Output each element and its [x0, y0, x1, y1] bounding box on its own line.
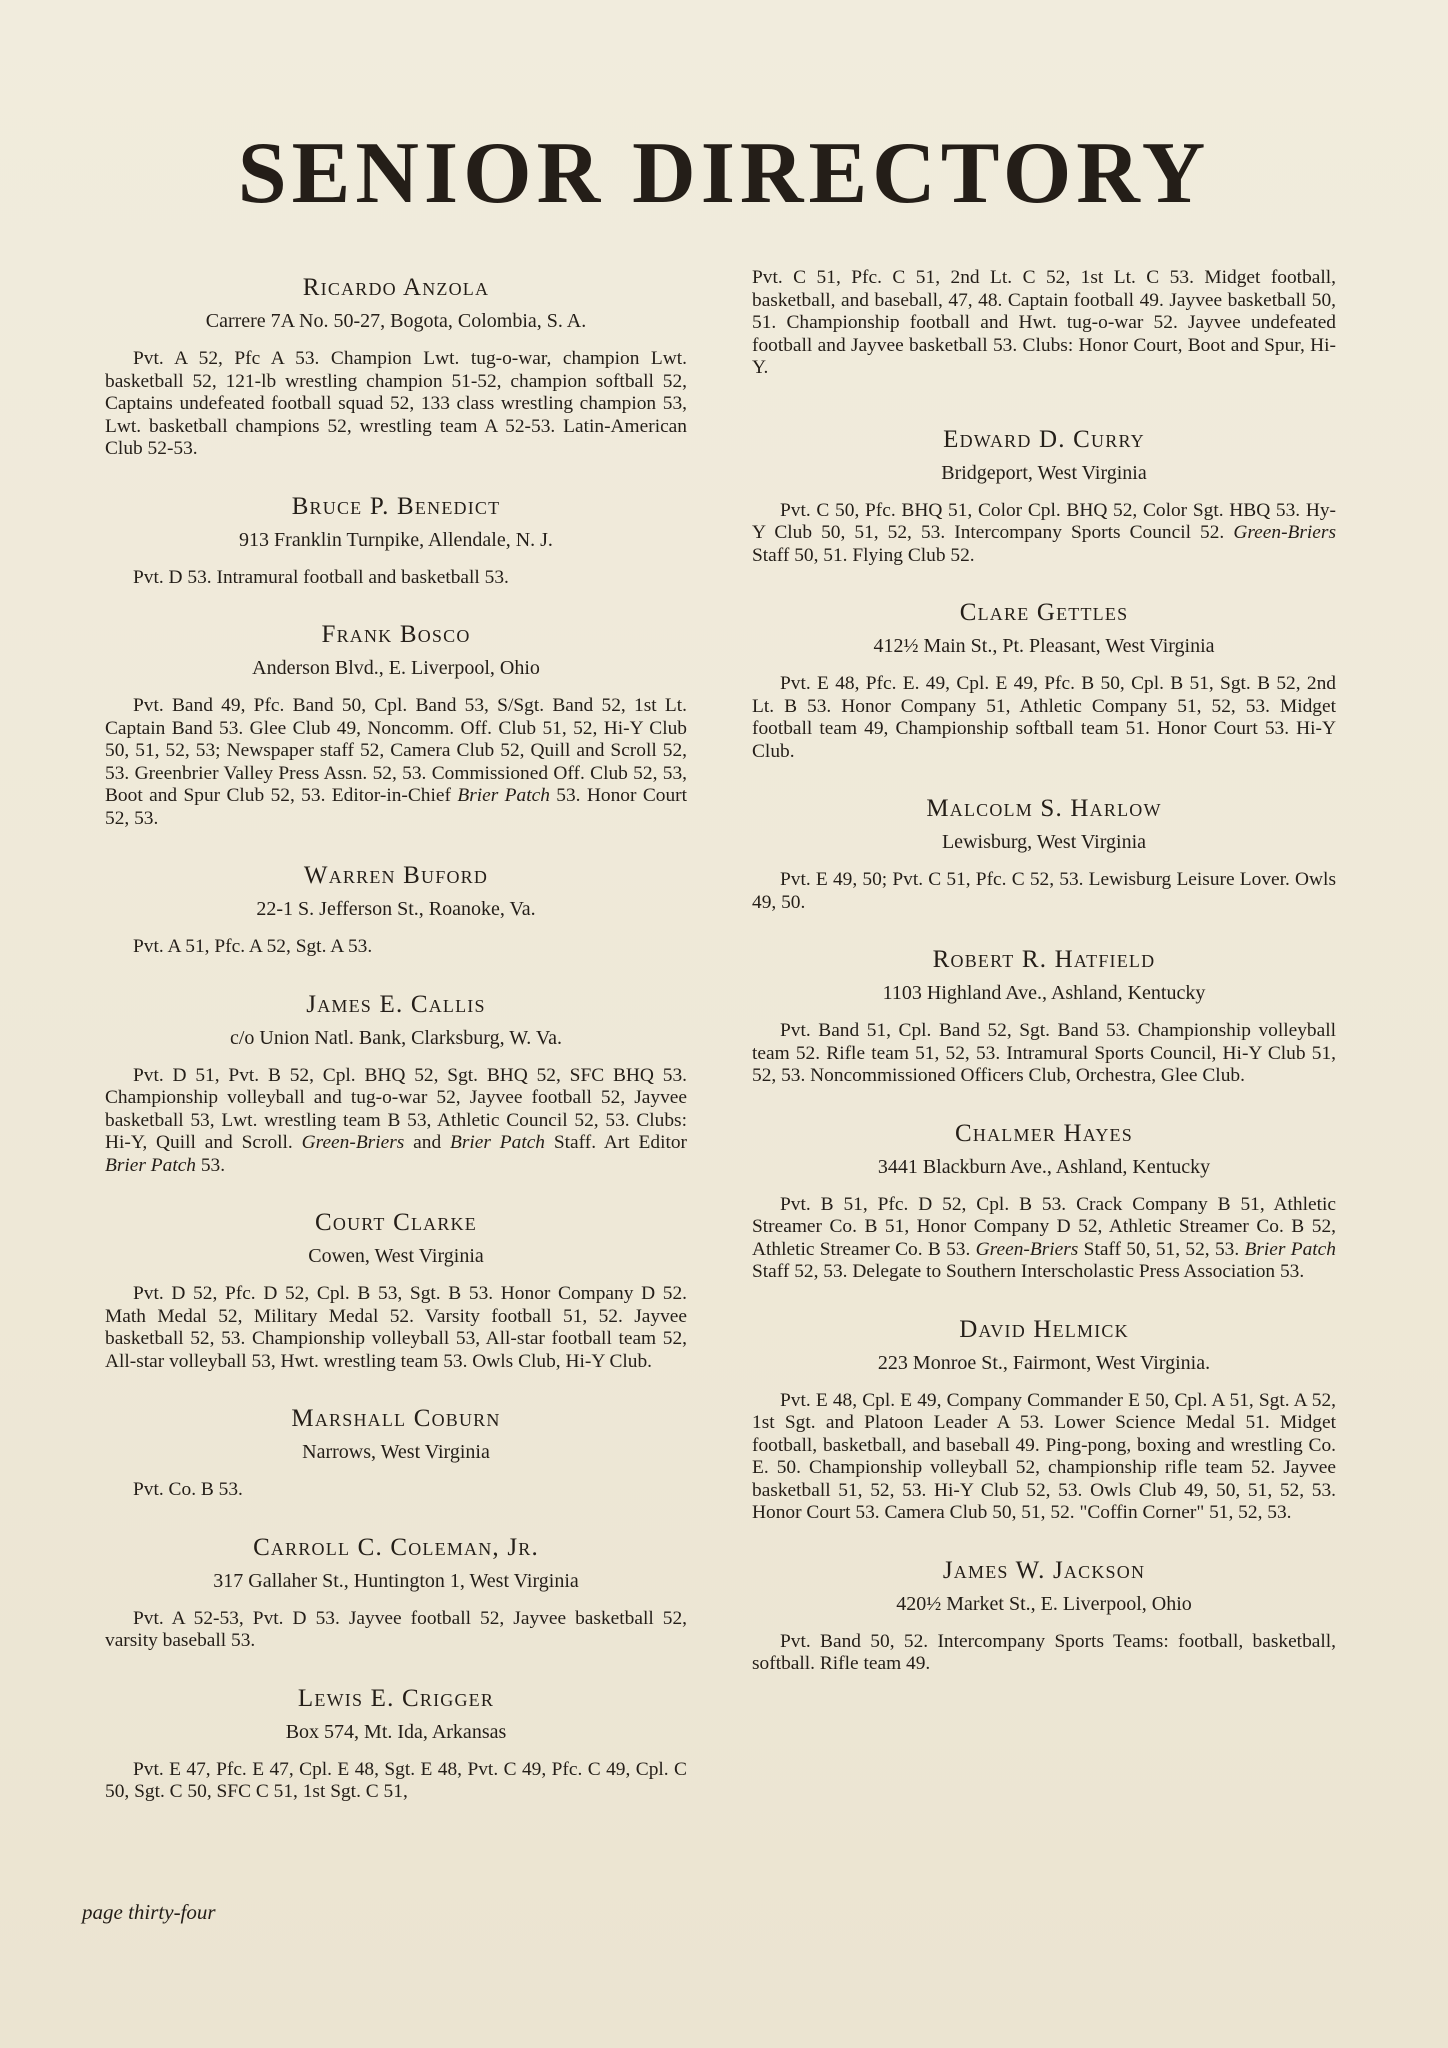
entry-activities: Pvt. E 49, 50; Pvt. C 51, Pfc. C 52, 53. Lewisburg Leisure Lover. Owls 49, 50. — [752, 869, 1336, 913]
entry-name: James E. Callis — [306, 990, 486, 1018]
entry-address: c/o Union Natl. Bank, Clarksburg, W. Va. — [229, 1026, 563, 1049]
entry-address: Lewisburg, West Virginia — [941, 831, 1147, 853]
page-number: page thirty-four — [82, 1900, 216, 1924]
entry-address: Bridgeport, West Virginia — [941, 461, 1147, 484]
directory-entry — [752, 1555, 1336, 1676]
entry-name: David Helmick — [959, 1315, 1129, 1343]
entry-name: Frank Bosco — [321, 621, 471, 648]
directory-entry — [105, 1403, 687, 1502]
entry-address: Anderson Blvd., E. Liverpool, Ohio — [252, 657, 540, 679]
directory-entry — [105, 491, 687, 590]
entry-address: 420½ Market St., E. Liverpool, Ohio — [896, 1592, 1192, 1615]
entry-address: 317 Gallaher St., Huntington 1, West Virginia — [213, 1569, 579, 1592]
directory-entry — [105, 272, 687, 461]
continued-entry — [752, 267, 1336, 380]
entry-name: Malcolm S. Harlow — [926, 795, 1162, 822]
entry-address: 913 Franklin Turnpike, Allendale, N. J. — [239, 528, 553, 551]
entry-name: Clare Gettles — [959, 599, 1129, 626]
entry-activities: Pvt. D 51, Pvt. B 52, Cpl. BHQ 52, Sgt. BHQ 52, SFC BHQ 53. Championship volleyball and tug-o-war 52, Jayvee football 52, Jayvee basketball 53, Lwt. wrestling team B 53, Athletic Council 52, 53. Clubs: Hi-Y, Quill and Scroll. Green-Briers and Brier Patch Staff. Art Editor Brier Patch 53. — [105, 1064, 687, 1176]
directory-entry — [752, 424, 1336, 568]
entry-activities: Pvt. B 51, Pfc. D 52, Cpl. B 53. Crack Company B 51, Athletic Streamer Co. B 51, Honor Company D 52, Athletic Streamer Co. B 52, Athletic Streamer Co. B 53. Green-Briers Staff 50, 51, 52, 53. Brier Patch Staff 52, 53. Delegate to Southern Interscholastic Press Association 53. — [752, 1193, 1336, 1282]
entry-activities: Pvt. Band 51, Cpl. Band 52, Sgt. Band 53. Championship volleyball team 52. Rifle team 51, 52, 53. Intramural Sports Council, Hi-Y Club 51, 52, 53. Noncommissioned Officers Club, Orchestra, Glee Club. — [752, 1020, 1336, 1086]
entry-name: Lewis E. Crigger — [297, 1684, 495, 1712]
entry-address: 412½ Main St., Pt. Pleasant, West Virginia — [873, 635, 1215, 657]
entry-activities: Pvt. Band 50, 52. Intercompany Sports Teams: football, basketball, softball. Rifle team 49. — [752, 1630, 1336, 1674]
directory-entry — [752, 1118, 1336, 1284]
entry-address: 22-1 S. Jefferson St., Roanoke, Va. — [256, 898, 536, 920]
entry-activities: Pvt. A 51, Pfc. A 52, Sgt. A 53. — [133, 936, 373, 957]
entry-activities: Pvt. E 48, Pfc. E. 49, Cpl. E 49, Pfc. B 50, Cpl. B 51, Sgt. B 52, 2nd Lt. B 53. Honor Company 51, Athletic Company 51, 52, 53. Midget football team 49, Championship softball team 51. Honor Court 53. Hi-Y Club. — [752, 673, 1336, 762]
entry-address: Carrere 7A No. 50-27, Bogota, Colombia, S. A. — [205, 310, 587, 332]
entry-activities: Pvt. D 53. Intramural football and basketball 53. — [133, 566, 509, 588]
directory-entry — [105, 860, 687, 959]
entry-name: Marshall Coburn — [291, 1405, 501, 1432]
entry-address: Box 574, Mt. Ida, Arkansas — [285, 1720, 507, 1743]
left-column — [105, 272, 687, 1834]
directory-entry — [752, 597, 1336, 763]
right-column — [752, 267, 1336, 1706]
entry-name: Chalmer Hayes — [955, 1119, 1133, 1147]
entry-name: Warren Buford — [303, 862, 489, 889]
entry-activities: Pvt. A 52, Pfc A 53. Champion Lwt. tug-o-war, champion Lwt. basketball 52, 121-lb wrestling champion 51-52, champion softball 52, Captains undefeated football squad 52, 133 class wrestling champion 53, Lwt. basketball champions 52, wrestling team A 52-53. Latin-American Club 52-53. — [105, 348, 687, 459]
directory-entry — [752, 944, 1336, 1088]
directory-entry — [752, 793, 1336, 914]
entry-name: Carroll C. Coleman, Jr. — [253, 1533, 539, 1561]
directory-entry — [105, 619, 687, 830]
entry-activities-continued: Pvt. C 51, Pfc. C 51, 2nd Lt. C 52, 1st Lt. C 53. Midget football, basketball, and baseball, 47, 48. Captain football 49. Jayvee basketball 50, 51. Championship football and Hwt. tug-o-war 52. Jayvee undefeated football and Jayvee basketball 53. Clubs: Honor Court, Boot and Spur, Hi-Y. — [752, 267, 1336, 378]
entry-activities: Pvt. Band 49, Pfc. Band 50, Cpl. Band 53, S/Sgt. Band 52, 1st Lt. Captain Band 53. Glee Club 49, Noncomm. Off. Club 51, 52, Hi-Y Club 50, 51, 52, 53; Newspaper staff 52, Camera Club 52, Quill and Scroll 52, 53. Greenbrier Valley Press Assn. 52, 53. Commissioned Off. Club 52, 53, Boot and Spur Club 52, 53. Editor-in-Chief Brier Patch 53. Honor Court 52, 53. — [105, 695, 687, 829]
entry-name: James W. Jackson — [942, 1556, 1146, 1584]
entry-activities: Pvt. D 52, Pfc. D 52, Cpl. B 53, Sgt. B 53. Honor Company D 52. Math Medal 52, Military Medal 52. Varsity football 51, 52. Jayvee basketball 52, 53. Championship volleyball 53, All-star football team 52, All-star volleyball 53, Hwt. wrestling team 53. Owls Club, Hi-Y Club. — [105, 1283, 687, 1372]
entry-activities: Pvt. C 50, Pfc. BHQ 51, Color Cpl. BHQ 52, Color Sgt. HBQ 53. Hy-Y Club 50, 51, 52, 53. Intercompany Sports Council 52. Green-Briers Staff 50, 51. Flying Club 52. — [752, 499, 1336, 566]
entry-address: Narrows, West Virginia — [302, 1441, 490, 1463]
entry-address: 223 Monroe St., Fairmont, West Virginia. — [877, 1351, 1211, 1374]
entry-activities: Pvt. Co. B 53. — [133, 1479, 243, 1500]
entry-activities: Pvt. E 47, Pfc. E 47, Cpl. E 48, Sgt. E 48, Pvt. C 49, Pfc. C 49, Cpl. C 50, Sgt. C 50, SFC C 51, 1st Sgt. C 51, — [105, 1758, 687, 1802]
entry-address: 3441 Blackburn Ave., Ashland, Kentucky — [877, 1155, 1211, 1178]
page-title: SENIOR DIRECTORY — [237, 125, 1211, 222]
entry-name: Bruce P. Benedict — [291, 492, 501, 520]
directory-entry — [105, 1532, 687, 1653]
entry-name: Court Clarke — [315, 1209, 477, 1236]
directory-entry — [752, 1314, 1336, 1525]
entry-name: Ricardo Anzola — [302, 274, 490, 301]
entry-activities: Pvt. E 48, Cpl. E 49, Company Commander E 50, Cpl. A 51, Sgt. A 52, 1st Sgt. and Platoon Leader A 53. Lower Science Medal 51. Midget football, basketball, and baseball 49. Ping-pong, boxing and wrestling Co. E. 50. Championship volleyball 52, championship rifle team 52. Jayvee basketball 51, 52, 53. Hi-Y Club 52, 53. Owls Club 49, 50, 51, 52, 53. Honor Court 53. Camera Club 50, 51, 52. "Coffin Corner" 51, 52, 53. — [752, 1389, 1336, 1523]
entry-address: 1103 Highland Ave., Ashland, Kentucky — [882, 982, 1206, 1004]
entry-address: Cowen, West Virginia — [308, 1245, 484, 1267]
directory-entry — [105, 1683, 687, 1804]
directory-entry — [105, 989, 687, 1178]
entry-name: Robert R. Hatfield — [932, 946, 1156, 973]
entry-activities: Pvt. A 52-53, Pvt. D 53. Jayvee football 52, Jayvee basketball 52, varsity baseball 53. — [105, 1607, 687, 1651]
directory-entry — [105, 1207, 687, 1373]
entry-name: Edward D. Curry — [943, 425, 1145, 453]
